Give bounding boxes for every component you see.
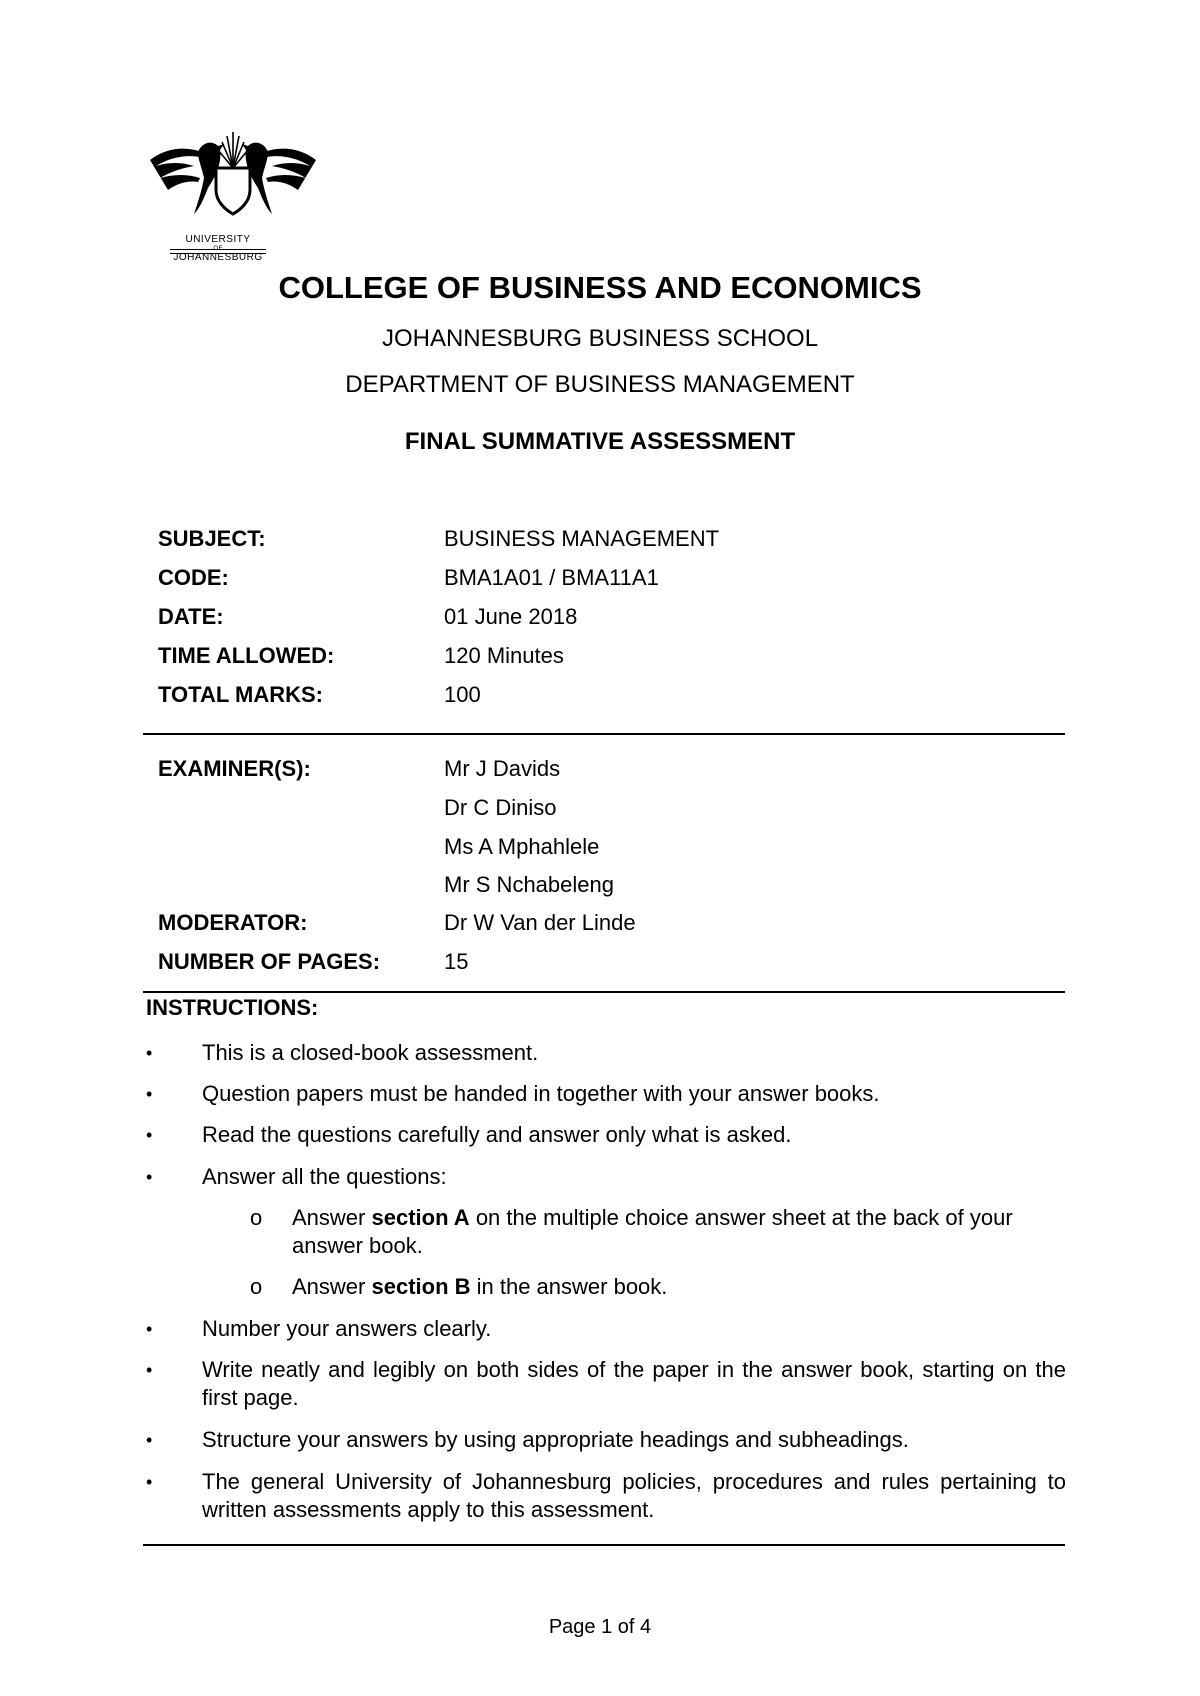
assessment-heading: FINAL SUMMATIVE ASSESSMENT: [404, 428, 796, 455]
bullet-icon: •: [146, 1084, 153, 1104]
examiner-row: [158, 872, 614, 898]
bullet-icon: •: [146, 1125, 153, 1145]
detail-row-subject: [158, 526, 719, 552]
detail-value: BMA1A01 / BMA11A1: [444, 565, 659, 590]
detail-label: DATE:: [158, 604, 224, 629]
detail-row-code: [158, 565, 659, 591]
sub-instruction-text: Answer section B in the answer book.: [292, 1274, 668, 1299]
examiner-name: Mr S Nchabeleng: [444, 872, 614, 897]
examiner-name: Mr J Davids: [444, 756, 561, 781]
logo-text-university: UNIVERSITY: [185, 234, 251, 245]
instruction-text: Answer all the questions:: [202, 1164, 447, 1189]
examiner-name: Ms A Mphahlele: [444, 834, 600, 859]
instruction-text: The general University of Johannesburg policies, procedures and rules pertaining to written assessments apply to this assessment.: [202, 1469, 1066, 1522]
detail-row-time: [158, 643, 564, 669]
detail-label: TOTAL MARKS:: [158, 682, 323, 707]
detail-value: 120 Minutes: [444, 643, 564, 668]
instruction-text: This is a closed-book assessment.: [202, 1040, 539, 1065]
sub-instruction-text: Answer section A on the multiple choice answer sheet at the back of your answer book.: [292, 1205, 1013, 1258]
detail-label: SUBJECT:: [158, 526, 266, 551]
bullet-icon: •: [146, 1043, 153, 1063]
instruction-text: Question papers must be handed in together with your answer books.: [202, 1081, 880, 1106]
examiner-row: [158, 834, 599, 860]
instructions-title: INSTRUCTIONS:: [146, 995, 319, 1020]
examiner-row: [158, 795, 556, 821]
university-logo: [148, 128, 318, 268]
logo-text-of: OF: [213, 246, 223, 252]
divider-1: [143, 733, 1065, 735]
logo-text-johannesburg: JOHANNESBURG: [173, 252, 263, 263]
detail-row-date: [158, 604, 577, 630]
sub-bullet-icon: o: [250, 1205, 263, 1230]
moderator-row: [158, 910, 636, 936]
detail-row-marks: [158, 682, 481, 708]
examiners-row: [158, 756, 560, 782]
pages-value: 15: [444, 949, 469, 974]
bullet-icon: •: [146, 1319, 153, 1339]
detail-value: 100: [444, 682, 481, 707]
detail-value: 01 June 2018: [444, 604, 578, 629]
birds-emblem-icon: [148, 128, 318, 228]
pages-row: [158, 949, 468, 975]
divider-2: [143, 991, 1065, 993]
moderator-name: Dr W Van der Linde: [444, 910, 636, 935]
sub-bullet-icon: o: [250, 1274, 263, 1299]
examiners-label: EXAMINER(S):: [158, 756, 311, 781]
instruction-text: Read the questions carefully and answer only what is asked.: [202, 1122, 792, 1147]
department-heading: DEPARTMENT OF BUSINESS MANAGEMENT: [345, 371, 855, 398]
detail-value: BUSINESS MANAGEMENT: [444, 526, 720, 551]
detail-label: CODE:: [158, 565, 229, 590]
instruction-text: Write neatly and legibly on both sides of the paper in the answer book, starting on the first page.: [202, 1357, 1066, 1410]
bullet-icon: •: [146, 1430, 153, 1450]
instruction-text: Number your answers clearly.: [202, 1316, 492, 1341]
college-heading: COLLEGE OF BUSINESS AND ECONOMICS: [278, 270, 922, 305]
examiner-name: Dr C Diniso: [444, 795, 557, 820]
pages-label: NUMBER OF PAGES:: [158, 949, 381, 974]
bullet-icon: •: [146, 1167, 153, 1187]
detail-label: TIME ALLOWED:: [158, 643, 335, 668]
moderator-label: MODERATOR:: [158, 910, 308, 935]
instruction-text: Structure your answers by using appropriate headings and subheadings.: [202, 1427, 909, 1452]
divider-3: [143, 1544, 1065, 1546]
bullet-icon: •: [146, 1360, 153, 1380]
school-heading: JOHANNESBURG BUSINESS SCHOOL: [381, 325, 819, 352]
page-number: Page 1 of 4: [548, 1616, 652, 1638]
bullet-icon: •: [146, 1472, 153, 1492]
